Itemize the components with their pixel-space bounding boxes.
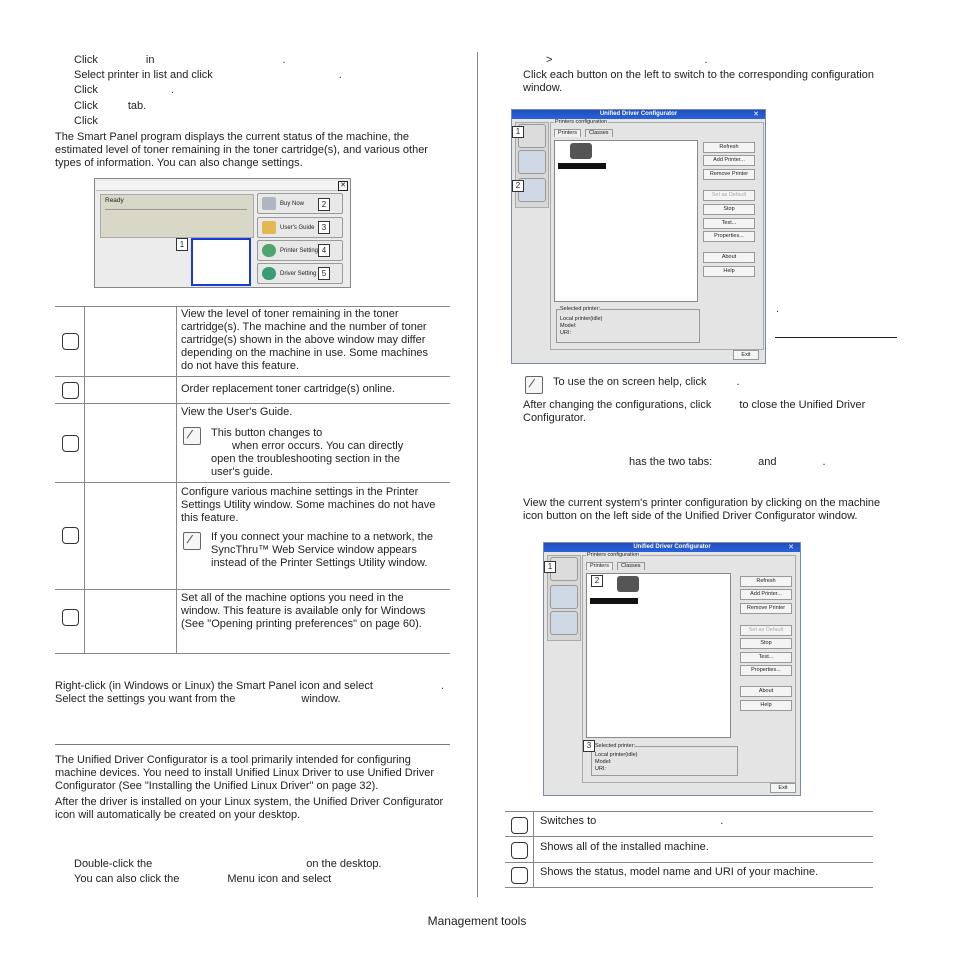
settings-para: Right-click (in Windows or Linux) the Smart Panel icon and select (55, 680, 373, 692)
printer-name-selected (558, 163, 606, 169)
group-label: Printers configuration (587, 552, 639, 558)
about-button[interactable]: About (703, 252, 755, 263)
set-default-button[interactable]: Set as Default (740, 625, 792, 636)
table-note: If you connect your machine to a network, the SyncThru™ Web Service window appears instead of the Printer Settings Utility window. (211, 531, 433, 569)
table-cell: Shows the status, model name and URI of your machine. (540, 866, 819, 878)
step-3: Click . (74, 84, 174, 96)
table-cell: Order replacement toner cartridge(s) online. (181, 383, 395, 395)
add-printer-button[interactable]: Add Printer... (703, 155, 755, 166)
classes-config-icon[interactable] (518, 150, 546, 174)
table-cell: Switches to . (540, 815, 724, 827)
callout-2: 2 (591, 575, 603, 587)
tab-classes[interactable]: Classes (585, 129, 613, 137)
close-icon[interactable]: ✕ (788, 544, 794, 551)
window-title: Unified Driver Configurator (544, 543, 800, 552)
printer-icon[interactable] (617, 576, 639, 592)
callout-4: 4 (318, 244, 330, 257)
open-step-1: Double-click the on the desktop. (74, 858, 382, 870)
help-button[interactable]: Help (740, 700, 792, 711)
help-button[interactable]: Help (703, 266, 755, 277)
callout-1: 1 (544, 561, 556, 573)
stop-button[interactable]: Stop (703, 204, 755, 215)
status-text: Ready (105, 197, 124, 204)
open-step-1b: You can also click the Menu icon and select (74, 873, 332, 885)
close-icon[interactable]: ✕ (338, 181, 348, 191)
window-title: Unified Driver Configurator (512, 110, 765, 119)
exit-button[interactable]: Exit (770, 783, 796, 793)
row-number-box (511, 867, 528, 884)
printers-tab-para: View the current system's printer configuration by clicking on the machine icon button on the left side of the Unified Driver Configurator window. (523, 497, 881, 522)
refresh-button[interactable]: Refresh (740, 576, 792, 587)
row-number-box (511, 817, 528, 834)
test-button[interactable]: Test... (703, 218, 755, 229)
step-1: Click in . (74, 54, 286, 66)
selected-printer-info: Selected printer: Local printer(idle) Model: URI: (591, 746, 738, 776)
toner-display (191, 238, 251, 286)
selected-printer-info: Selected printer: Local printer(idle) Model: URI: (556, 309, 700, 343)
table-cell: View the User's Guide. (181, 406, 293, 418)
set-default-button[interactable]: Set as Default (703, 190, 755, 201)
book-icon (262, 221, 276, 234)
settings-para-2: Select the settings you want from the window. (55, 693, 341, 705)
table-cell: Set all of the machine options you need in the window. This feature is available only for Windows (See "Opening printing preferences" on page 60). (181, 592, 426, 630)
smart-panel-window (94, 178, 351, 288)
callout-1: 1 (512, 126, 524, 138)
menu-path: > . (546, 54, 708, 66)
step-5: Click (74, 115, 98, 127)
about-button[interactable]: About (740, 686, 792, 697)
tab-classes[interactable]: Classes (617, 562, 645, 570)
help-note: To use the on screen help, click . (553, 376, 740, 388)
side-dot: . (776, 303, 780, 315)
refresh-button[interactable]: Refresh (703, 142, 755, 153)
remove-printer-button[interactable]: Remove Printer (740, 603, 792, 614)
classes-config-icon[interactable] (550, 585, 578, 609)
test-button[interactable]: Test... (740, 652, 792, 663)
table-cell: Shows all of the installed machine. (540, 841, 709, 853)
users-guide-button[interactable]: User's Guide (257, 217, 343, 238)
printer-icon[interactable] (570, 143, 592, 159)
row-number-box (62, 527, 79, 544)
row-number-box (511, 842, 528, 859)
group-label: Printers configuration (555, 119, 607, 125)
stop-button[interactable]: Stop (740, 638, 792, 649)
page-footer: Management tools (427, 914, 527, 928)
callout-2: 2 (512, 180, 524, 192)
row-number-box (62, 382, 79, 399)
tab-printers[interactable]: Printers (554, 129, 581, 137)
column-divider (477, 52, 478, 897)
note-icon (183, 427, 201, 445)
note-icon (183, 532, 201, 550)
smart-panel-intro: The Smart Panel program displays the current status of the machine, the estimated level of toner remaining in the toner cartridge(s), and various other types of information. You can also change settings. (55, 131, 428, 169)
row-number-box (62, 333, 79, 350)
buy-now-button[interactable]: Buy Now (257, 193, 343, 214)
callout-5: 5 (318, 267, 330, 280)
add-printer-button[interactable]: Add Printer... (740, 589, 792, 600)
driver-setting-button[interactable]: Driver Setting (257, 263, 343, 284)
printer-list[interactable] (586, 573, 731, 738)
udc-desktop-icon-para: After the driver is installed on your Linux system, the Unified Driver Configurator icon will automatically be created on your desktop. (55, 796, 444, 821)
printer-name-selected (590, 598, 638, 604)
properties-button[interactable]: Properties... (740, 665, 792, 676)
properties-button[interactable]: Properties... (703, 231, 755, 242)
table-cell: Configure various machine settings in the Printer Settings Utility window. Some machines do not have this feature. (181, 486, 436, 524)
gear-icon (262, 244, 276, 257)
printer-icon (262, 197, 276, 210)
table-note: This button changes to when error occurs. You can directly open the troubleshooting section in the user's guide. (211, 427, 404, 478)
note-icon (525, 376, 543, 394)
printer-setting-button[interactable]: Printer Setting (257, 240, 343, 261)
callout-3: 3 (583, 740, 595, 752)
status-panel (100, 194, 254, 238)
callout-1: 1 (176, 238, 188, 251)
row-number-box (62, 609, 79, 626)
callout-3: 3 (318, 221, 330, 234)
step-2: Select printer in list and click . (74, 69, 342, 81)
printer-list[interactable] (554, 140, 698, 302)
ports-config-icon[interactable] (550, 611, 578, 635)
udc-window-small (511, 109, 766, 364)
side-rule (775, 337, 897, 338)
step-4: Click tab. (74, 100, 147, 112)
remove-printer-button[interactable]: Remove Printer (703, 169, 755, 180)
callout-2: 2 (318, 198, 330, 211)
after-change-para: After changing the configurations, click to close the Unified Driver Configurator. (523, 399, 866, 424)
tabs-line: has the two tabs: and . (629, 456, 826, 468)
row-number-box (62, 435, 79, 452)
udc-window-large (543, 542, 801, 796)
table-cell: View the level of toner remaining in the toner cartridge(s). The machine and the number of toner cartridge(s) shown in the above window may differ depending on the machine in use. Some machines do not have this feature. (181, 308, 429, 372)
udc-intro: The Unified Driver Configurator is a tool primarily intended for configuring machine devices. You need to install Unified Linux Driver to use Unified Driver Configurator (See "Installing the Unified Linux Driver" on page 32). (55, 754, 435, 792)
tab-printers[interactable]: Printers (586, 562, 613, 570)
close-icon[interactable]: ✕ (753, 111, 759, 118)
driver-icon (262, 267, 276, 280)
switch-para: Click each button on the left to switch to the corresponding configuration window. (523, 69, 874, 94)
exit-button[interactable]: Exit (733, 350, 759, 360)
